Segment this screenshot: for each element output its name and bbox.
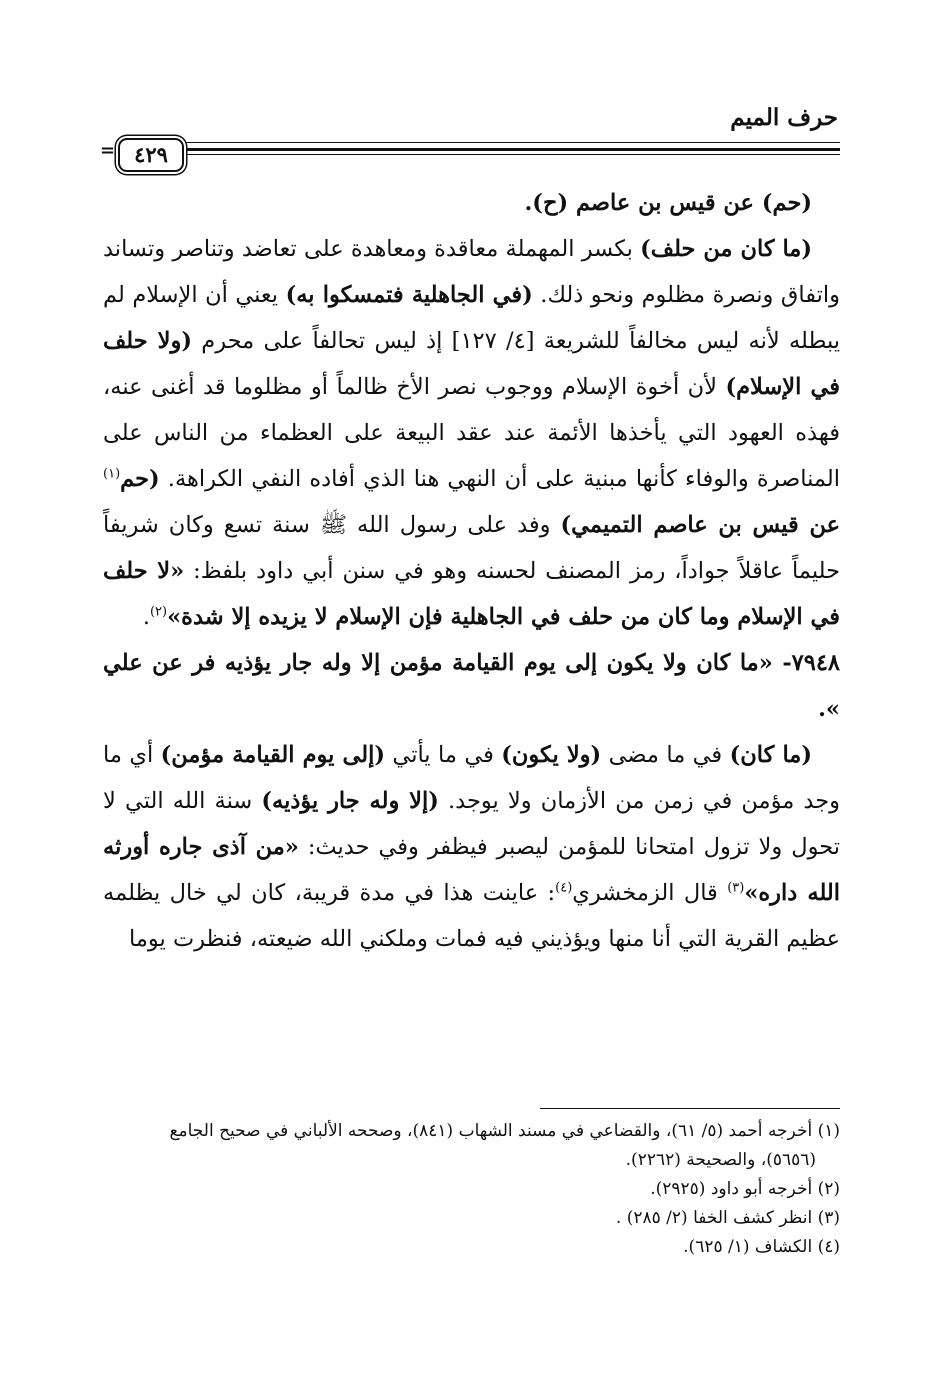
footnote-3	[103, 1204, 840, 1233]
text-run: قال الزمخشري	[572, 880, 728, 906]
hadith-number: ٧٩٤٨-	[772, 650, 841, 676]
page-number: ٤٢٩	[118, 138, 184, 172]
text-run: في ما يأتي	[385, 742, 502, 768]
bold-phrase: (في الجاهلية فتمسكوا به)	[285, 282, 533, 308]
footnote-text: (١) أخرجه أحمد (٥/ ٦١)، والقضاعي في مسند الشهاب (٨٤١)، وصححه الألباني في صحيح الجامع	[169, 1121, 840, 1141]
text-run: في ما مضى	[601, 742, 730, 768]
bold-phrase: (ما كان من حلف)	[640, 236, 812, 262]
footnote-4	[103, 1233, 840, 1262]
paragraph-commentary-1	[103, 226, 840, 640]
quoted-hadith: «من آذى جاره أورثه الله داره»	[103, 834, 840, 906]
text-run: : عاينت هذا في مدة قريبة، كان لي خال يظلمه عظيم القرية التي أنا منها ويؤذيني فيه فمات وملكني الله ضيعته، فنظرت يوما	[103, 880, 840, 952]
header-mark: =	[100, 140, 116, 161]
paragraph-commentary-2	[103, 732, 840, 962]
footnote-ref-4[interactable]: (٤)	[555, 880, 573, 896]
quoted-hadith: «لا حلف في الإسلام وما كان من حلف في الجاهلية فإن الإسلام لا يزيده إلا شدة»	[103, 558, 840, 630]
text-run: .	[142, 604, 150, 630]
text-run: بكسر المهملة معاقدة ومعاهدة على تعاضد وتناصر وتساند واتفاق ونصرة مظلوم ونحو ذلك.	[103, 236, 840, 308]
footnote-ref-2[interactable]: (٢)	[149, 604, 168, 620]
rule-line-top	[186, 142, 840, 143]
footnote-1-continuation	[103, 1146, 840, 1175]
text-run: سنة الله التي لا تحول ولا تزول امتحانا للمؤمن ليصبر فيظفر وفي حديث:	[103, 788, 840, 860]
bold-phrase: (إلى يوم القيامة مؤمن)	[160, 742, 386, 768]
bold-phrase: (ما كان)	[729, 742, 813, 768]
paragraph-source	[103, 180, 840, 226]
header-rule	[100, 138, 840, 178]
footnote-separator	[540, 1108, 840, 1109]
hadith-text: «ما كان ولا يكون إلى يوم القيامة مؤمن إلا وله جار يؤذيه فر عن علي ».	[103, 650, 840, 722]
bold-phrase: عن قيس بن عاصم التميمي)	[560, 512, 840, 538]
footnote-text: (٥٦٥٦)، والصحيحة (٢٢٦٢).	[625, 1150, 816, 1170]
footnotes	[103, 1117, 840, 1262]
footnote-ref-1[interactable]: (١)	[103, 466, 121, 482]
footnote-2	[103, 1175, 840, 1204]
text-run: وفد على رسول الله ﷺ سنة تسع وكان شريفاً حليماً عاقلاً جواداً، رمز المصنف لحسنه وهو في سنن أبي داود بلفظ:	[103, 512, 840, 584]
text-run: أي ما وجد مؤمن في زمن من الأزمان ولا يوجد.	[103, 742, 840, 814]
footnote-text: (٣) انظر كشف الخفا (٢/ ٢٨٥) .	[615, 1208, 840, 1228]
source-citation: (حم) عن قيس بن عاصم (ح).	[524, 190, 812, 216]
hadith-entry	[103, 640, 840, 732]
rule-line-bottom	[186, 154, 840, 155]
footnote-1	[103, 1117, 840, 1146]
rule-line-middle	[186, 148, 840, 151]
body-text	[103, 180, 840, 962]
footnote-text: (٢) أخرجه أبو داود (٢٩٢٥).	[650, 1179, 840, 1199]
footnote-ref-3[interactable]: (٣)	[727, 880, 745, 896]
bold-phrase: (ولا حلف في الإسلام)	[103, 328, 840, 400]
bold-phrase: (ولا يكون)	[501, 742, 602, 768]
running-title: حرف الميم	[730, 104, 838, 131]
bold-phrase: (إلا وله جار يؤذيه)	[261, 788, 439, 814]
bold-phrase: (حم	[120, 466, 160, 492]
text-run: يعني أن الإسلام لم يبطله لأنه ليس مخالفاً للشريعة [٤/ ١٢٧] إذ ليس تحالفاً على محرم	[103, 282, 841, 354]
footnote-text: (٤) الكشاف (١/ ٦٢٥).	[683, 1237, 840, 1257]
text-run: لأن أخوة الإسلام ووجوب نصر الأخ ظالماً أو مظلوما قد أغنى عنه، فهذه العهود التي يأخذها الأئمة عند عقد البيعة على العظماء من الناس على المناصرة والوفاء كأنها مبنية على أن النهي هنا الذي أفاده النفي الكراهة.	[103, 374, 840, 492]
